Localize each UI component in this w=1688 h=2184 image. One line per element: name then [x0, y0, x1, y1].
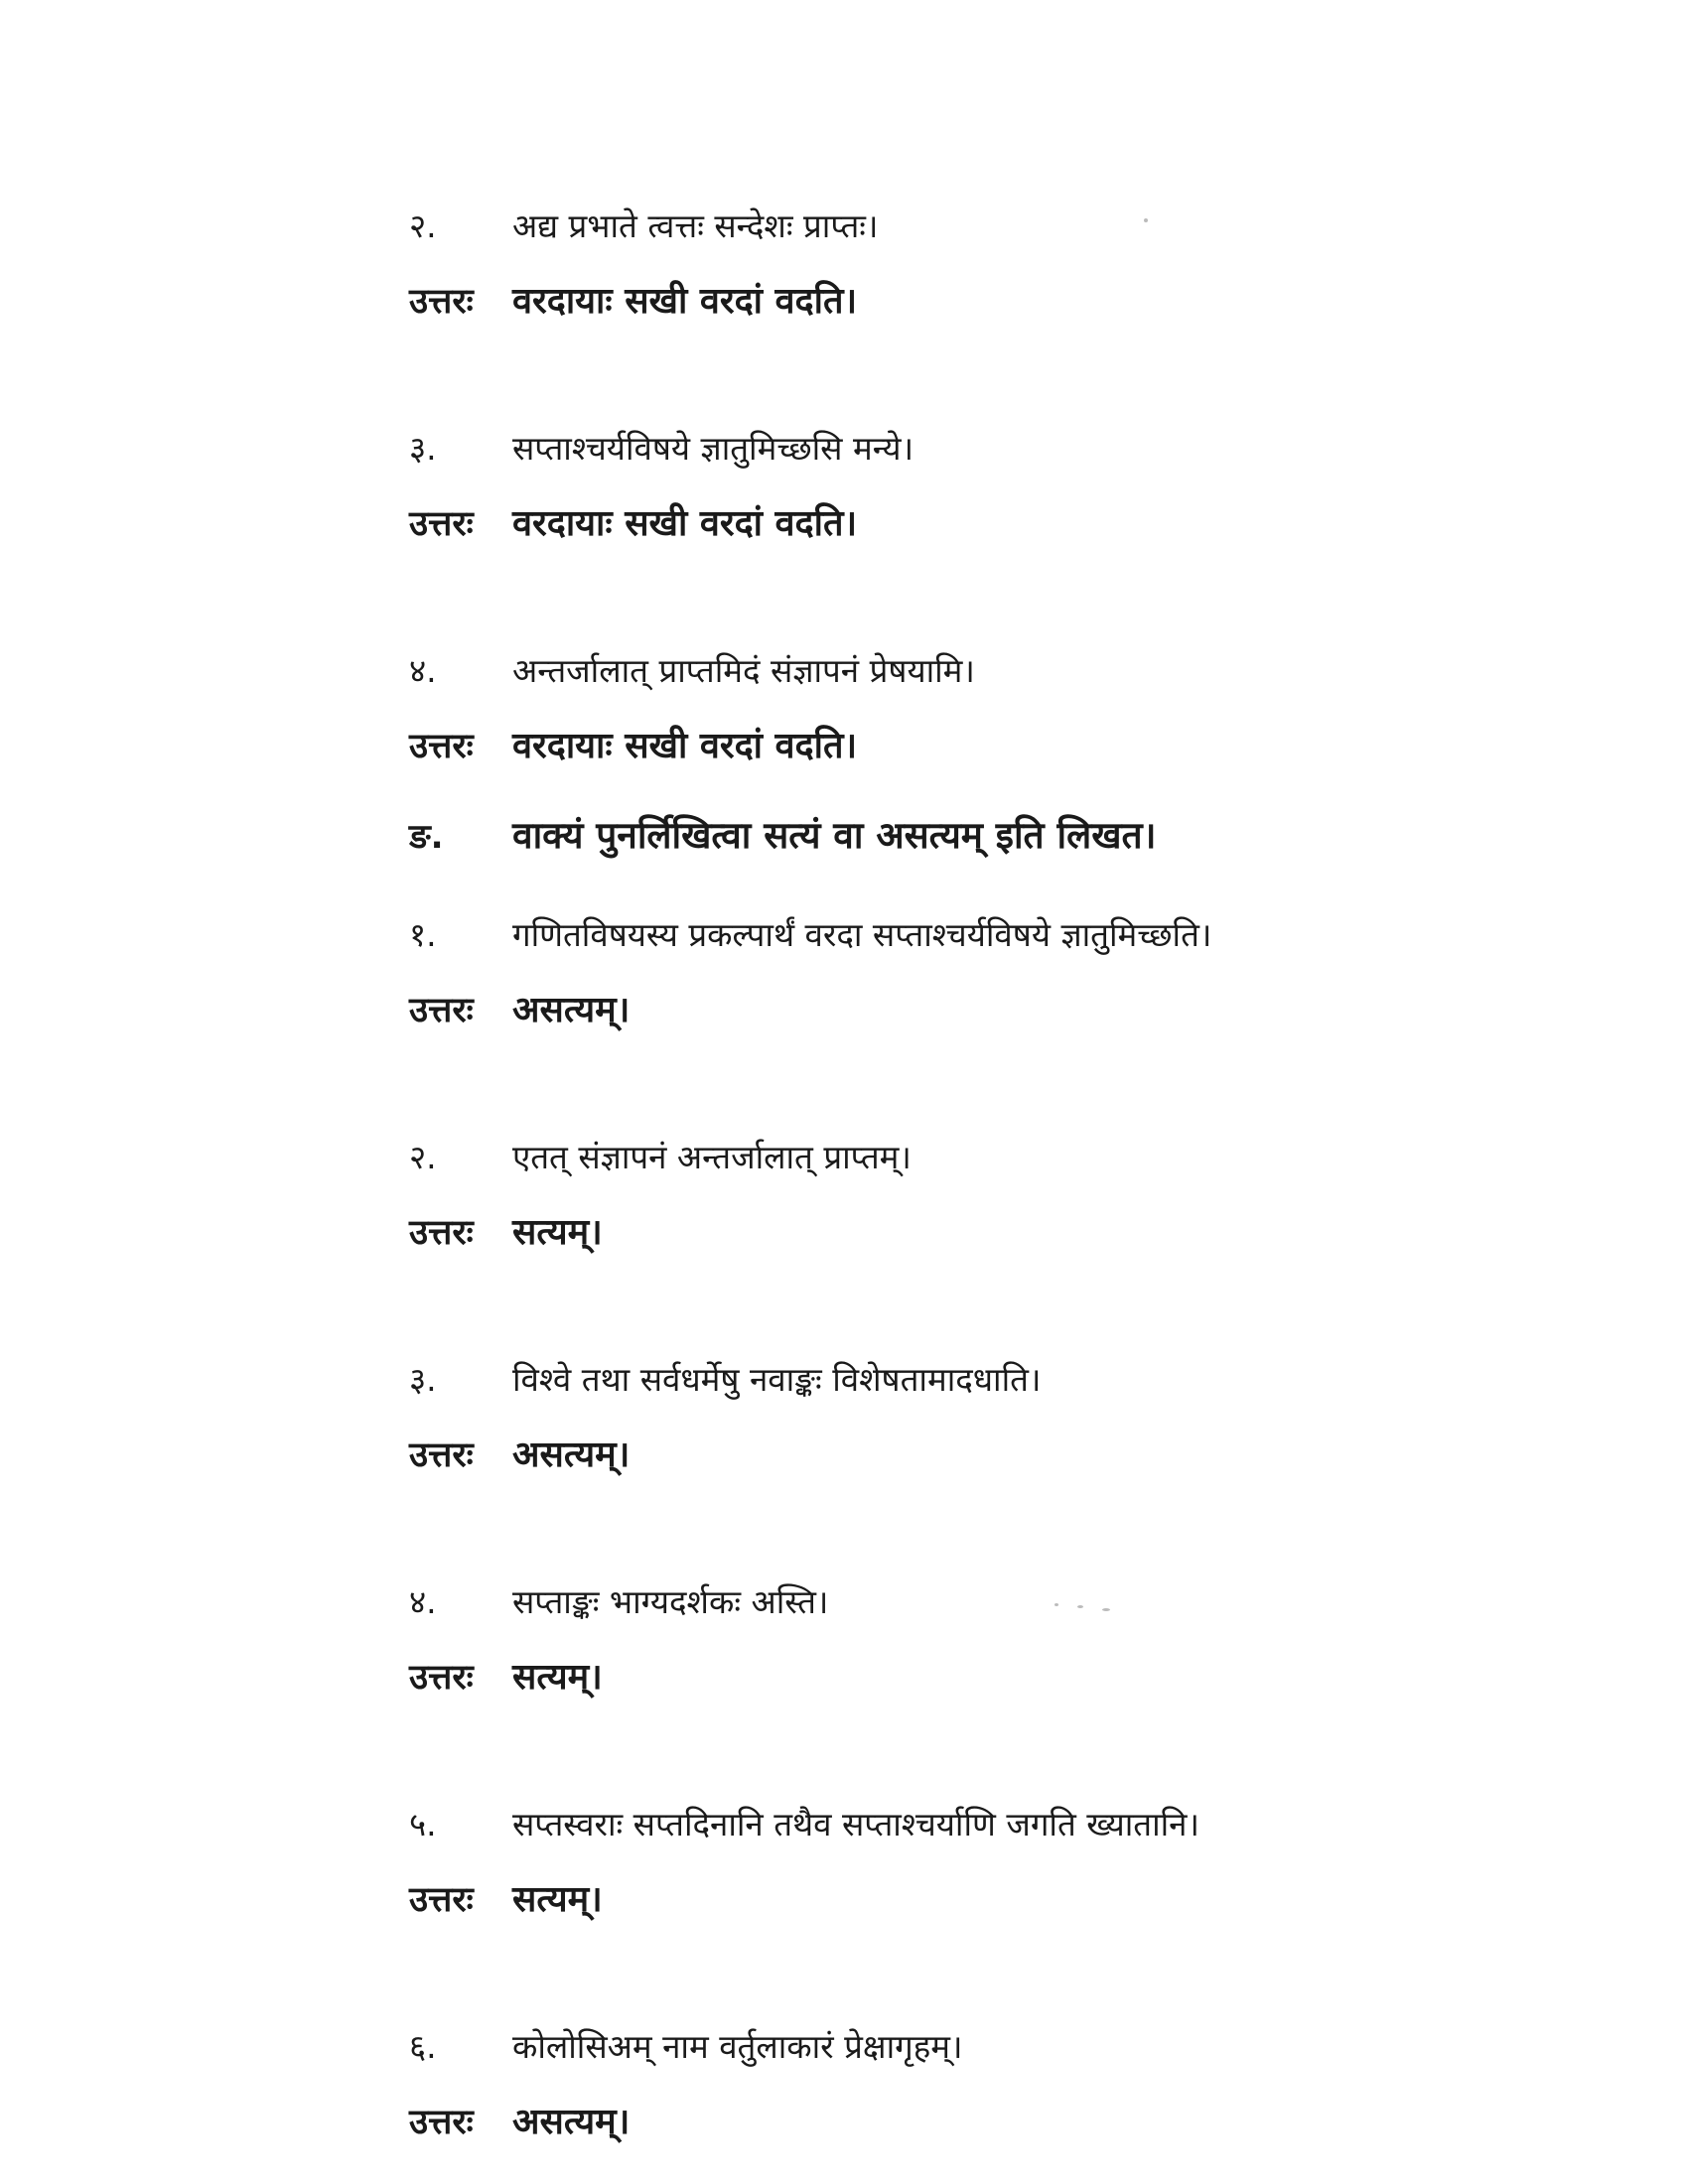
- answer-text: असत्यम्।: [512, 990, 631, 1030]
- question-text: सप्तस्वराः सप्तदिनानि तथैव सप्ताश्चर्याणि जगति ख्यातानि।: [512, 1805, 1199, 1843]
- question-line: [409, 1565, 1303, 1640]
- qa-item: [409, 1120, 1303, 1271]
- scan-speck: [1102, 1608, 1110, 1611]
- question-number: १.: [409, 915, 437, 954]
- answer-text: सत्यम्।: [512, 1212, 603, 1253]
- question-text: विश्वे तथा सर्वधर्मेषु नवाङ्कः विशेषतामादधाति।: [512, 1360, 1042, 1399]
- answer-label: उत्तरः: [409, 1658, 474, 1698]
- question-text: गणितविषयस्य प्रकल्पार्थं वरदा सप्ताश्चर्यविषये ज्ञातुमिच्छति।: [512, 915, 1212, 954]
- question-text: अन्तर्जालात् प्राप्तमिदं संज्ञापनं प्रेषयामि।: [512, 651, 975, 690]
- answer-label: उत्तरः: [409, 1880, 474, 1920]
- question-number: ५.: [409, 1805, 437, 1843]
- answer-text: वरदायाः सखी वरदां वदति।: [512, 726, 858, 766]
- question-line: [409, 1342, 1303, 1418]
- answer-label: उत्तरः: [409, 504, 474, 544]
- question-line: [409, 411, 1303, 486]
- answer-line: [409, 709, 1303, 784]
- answer-text: वरदायाः सखी वरदां वदति।: [512, 281, 858, 322]
- answer-label: उत्तरः: [409, 1213, 474, 1253]
- answer-line: [409, 1195, 1303, 1271]
- answer-line: [409, 1862, 1303, 1938]
- question-text: एतत् संज्ञापनं अन्तर्जालात् प्राप्तम्।: [512, 1138, 912, 1176]
- question-line: [409, 897, 1303, 973]
- question-line: [409, 1120, 1303, 1195]
- answer-label: उत्तरः: [409, 727, 474, 766]
- question-number: २.: [409, 206, 437, 245]
- section-heading: [409, 798, 1303, 874]
- answer-label: उत्तरः: [409, 1435, 474, 1475]
- qa-item: [409, 1342, 1303, 1493]
- question-text: सप्ताङ्कः भाग्यदर्शकः अस्ति।: [512, 1582, 829, 1621]
- answer-line: [409, 264, 1303, 340]
- question-line: [409, 2009, 1303, 2085]
- question-line: [409, 1787, 1303, 1862]
- answer-line: [409, 973, 1303, 1048]
- answer-line: [409, 486, 1303, 562]
- qa-item: [409, 897, 1303, 1048]
- question-number: २.: [409, 1138, 437, 1176]
- qa-item: [409, 189, 1303, 340]
- question-text: सप्ताश्चर्यविषये ज्ञातुमिच्छसि मन्ये।: [512, 429, 914, 468]
- scan-speck: [1055, 1603, 1058, 1606]
- document-page: [409, 189, 1303, 2160]
- qa-item: [409, 1787, 1303, 1938]
- answer-label: उत्तरः: [409, 2103, 474, 2142]
- answer-label: उत्तरः: [409, 991, 474, 1030]
- answer-text: असत्यम्।: [512, 1434, 631, 1475]
- scan-speck: [1077, 1605, 1083, 1608]
- qa-item: [409, 1565, 1303, 1715]
- question-number: ३.: [409, 1360, 437, 1399]
- question-number: ४.: [409, 1582, 437, 1621]
- qa-item: [409, 633, 1303, 784]
- question-line: [409, 189, 1303, 264]
- scan-speck: [1144, 218, 1148, 222]
- answer-line: [409, 2085, 1303, 2160]
- section-heading-text: वाक्यं पुनर्लिखित्वा सत्यं वा असत्यम् इति लिखत।: [512, 814, 1157, 857]
- question-text: अद्य प्रभाते त्वत्तः सन्देशः प्राप्तः।: [512, 206, 879, 245]
- qa-item: [409, 2009, 1303, 2160]
- answer-text: सत्यम्।: [512, 1657, 603, 1698]
- question-line: [409, 633, 1303, 709]
- answer-text: सत्यम्।: [512, 1879, 603, 1920]
- answer-label: उत्तरः: [409, 282, 474, 322]
- question-text: कोलोसिअम् नाम वर्तुलाकारं प्रेक्षागृहम्।: [512, 2027, 963, 2066]
- answer-line: [409, 1418, 1303, 1493]
- section-label: ङ.: [409, 817, 444, 857]
- question-number: ३.: [409, 429, 437, 468]
- qa-item: [409, 411, 1303, 562]
- question-number: ४.: [409, 651, 437, 690]
- answer-text: असत्यम्।: [512, 2102, 631, 2142]
- question-number: ६.: [409, 2027, 437, 2066]
- answer-line: [409, 1640, 1303, 1715]
- answer-text: वरदायाः सखी वरदां वदति।: [512, 503, 858, 544]
